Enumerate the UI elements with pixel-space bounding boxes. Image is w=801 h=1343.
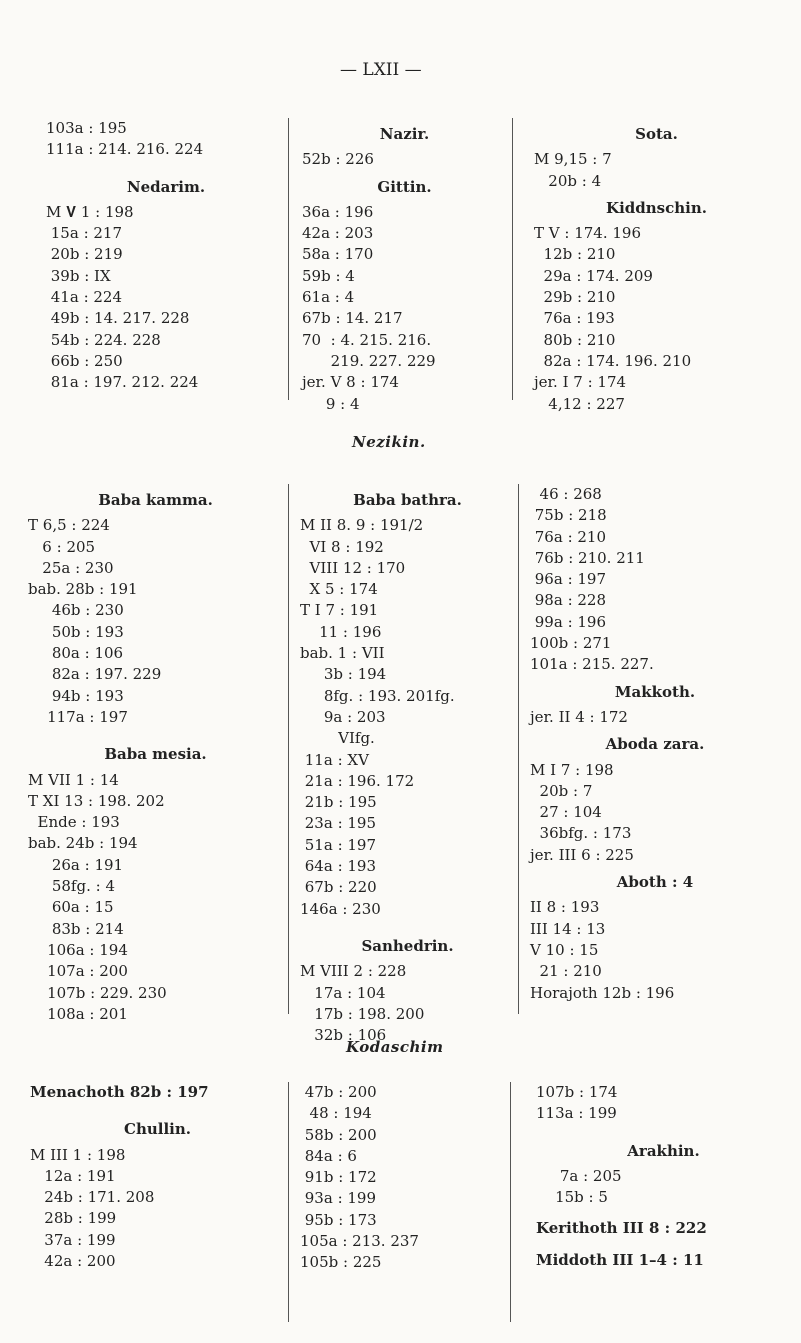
index-entry: 49b : 14. 217. 228 — [46, 309, 190, 328]
index-entry: 42a : 200 — [30, 1252, 116, 1271]
index-entry: 48 : 194 — [300, 1104, 372, 1123]
index-entry: 11 : 196 — [300, 622, 382, 641]
index-entry: 70 : 4. 215. 216. — [302, 330, 432, 349]
index-block — [30, 1082, 285, 1272]
index-entry: jer. II 4 : 172 — [530, 707, 628, 726]
index-entry: 80a : 106 — [28, 644, 124, 663]
index-entry: 108a : 201 — [28, 1004, 128, 1023]
index-entry: X 5 : 174 — [300, 580, 378, 599]
index-block — [302, 118, 507, 415]
page-header: — LXII — — [340, 60, 422, 80]
index-entry: 84a : 6 — [300, 1146, 357, 1165]
index-entry: Horajoth 12b : 196 — [530, 983, 675, 1002]
index-block — [536, 1082, 791, 1271]
index-entry: jer. III 6 : 225 — [530, 845, 634, 864]
index-entry: 15b : 5 — [536, 1188, 608, 1207]
index-entry: 75b : 218 — [530, 506, 607, 525]
index-entry: 36a : 196 — [302, 202, 374, 221]
index-entry: M 𝐕 1 : 198 — [46, 202, 134, 221]
index-entry: 41a : 224 — [46, 288, 123, 307]
index-entry: 36bfg. : 173 — [530, 824, 632, 843]
index-entry: 9a : 203 — [300, 707, 386, 726]
index-entry: 46b : 230 — [28, 601, 124, 620]
column-rule — [512, 118, 513, 400]
index-entry: 9 : 4 — [302, 394, 360, 413]
index-entry: 107b : 229. 230 — [28, 983, 167, 1002]
tractate-entry: Menachoth 82b : 197 — [30, 1083, 209, 1101]
tractate-heading: Baba kamma. — [98, 491, 213, 509]
index-entry: 58fg. : 4 — [28, 877, 115, 896]
index-entry: 47b : 200 — [300, 1083, 377, 1101]
index-entry: T 6,5 : 224 — [28, 516, 110, 535]
spacer — [30, 1103, 285, 1113]
index-entry: 8fg. : 193. 201fg. — [300, 686, 455, 705]
index-entry: T I 7 : 191 — [300, 601, 379, 620]
index-entry: 12b : 210 — [534, 245, 616, 264]
index-entry: 51a : 197 — [300, 835, 377, 854]
index-entry: VI 8 : 192 — [300, 537, 384, 556]
index-entry: 61a : 4 — [302, 288, 355, 307]
index-entry: 66b : 250 — [46, 351, 123, 370]
index-entry: 101a : 215. 227. — [530, 655, 654, 674]
index-entry: 105b : 225 — [300, 1253, 382, 1272]
index-entry: 11a : XV — [300, 750, 369, 769]
index-entry: 76a : 210 — [530, 527, 607, 546]
index-entry: 15a : 217 — [46, 224, 123, 243]
index-entry: 23a : 195 — [300, 814, 377, 833]
index-entry: M III 1 : 198 — [30, 1145, 126, 1164]
section-title-nezikin: Nezikin. — [352, 433, 426, 451]
index-entry: 113a : 199 — [536, 1104, 617, 1123]
index-entry: 81a : 197. 212. 224 — [46, 373, 199, 392]
index-entry: 52b : 226 — [302, 150, 374, 169]
index-entry: 24b : 171. 208 — [30, 1188, 155, 1207]
index-entry: 3b : 194 — [300, 665, 387, 684]
index-entry: VIfg. — [300, 729, 375, 748]
index-entry: 21b : 195 — [300, 793, 377, 812]
index-entry: 105a : 213. 237 — [300, 1232, 419, 1251]
index-entry: 58a : 170 — [302, 245, 374, 264]
index-entry: 26a : 191 — [28, 855, 124, 874]
index-entry: 146a : 230 — [300, 899, 381, 918]
index-entry: 58b : 200 — [300, 1125, 377, 1144]
index-entry: bab. 24b : 194 — [28, 834, 138, 853]
index-entry: M VII 1 : 14 — [28, 770, 119, 789]
spacer — [46, 161, 286, 171]
index-entry: 64a : 193 — [300, 857, 377, 876]
column-rule — [510, 1082, 511, 1322]
index-entry: 37a : 199 — [30, 1230, 116, 1249]
index-entry: 107b : 174 — [536, 1083, 618, 1101]
column-rule — [518, 484, 519, 1014]
index-entry: 111a : 214. 216. 224 — [46, 140, 204, 159]
index-entry: 4,12 : 227 — [534, 394, 625, 413]
index-entry: 80b : 210 — [534, 330, 616, 349]
index-entry: II 8 : 193 — [530, 898, 600, 917]
tractate-heading: Baba bathra. — [353, 491, 462, 509]
index-entry: bab. 28b : 191 — [28, 580, 138, 599]
tractate-heading: Aboda zara. — [605, 735, 705, 754]
index-block — [534, 118, 779, 415]
index-entry: 20b : 4 — [534, 171, 602, 190]
index-entry: T V : 174. 196 — [534, 224, 641, 243]
index-entry: 17b : 198. 200 — [300, 1004, 425, 1023]
index-entry: 29b : 210 — [534, 288, 616, 307]
tractate-heading: Baba mesia. — [104, 745, 207, 764]
index-entry: 21a : 196. 172 — [300, 771, 415, 790]
column-rule — [288, 118, 289, 400]
index-entry: 76a : 193 — [534, 309, 615, 328]
section-title-kodaschim: Kodaschim — [346, 1038, 444, 1056]
index-entry: 103a : 195 — [46, 119, 127, 137]
index-entry: jer. I 7 : 174 — [534, 373, 627, 392]
tractate-heading: Arakhin. — [627, 1141, 700, 1160]
index-entry: 25a : 230 — [28, 558, 114, 577]
index-entry: 12a : 191 — [30, 1166, 116, 1185]
column-rule — [288, 1082, 289, 1322]
index-entry: 50b : 193 — [28, 622, 124, 641]
index-entry: 39b : IX — [46, 266, 111, 285]
index-entry: 100b : 271 — [530, 634, 612, 653]
index-entry: 117a : 197 — [28, 707, 128, 726]
index-entry: 59b : 4 — [302, 266, 355, 285]
index-block — [530, 484, 780, 1004]
tractate-heading: Sanhedrin. — [361, 936, 454, 955]
spacer — [28, 728, 283, 738]
tractate-heading: Kiddnschin. — [606, 198, 707, 217]
index-entry: T XI 13 : 198. 202 — [28, 791, 165, 810]
index-entry: Ende : 193 — [28, 813, 120, 832]
index-entry: 99a : 196 — [530, 612, 607, 631]
index-entry: 60a : 15 — [28, 898, 114, 917]
index-entry: 21 : 210 — [530, 962, 602, 981]
tractate-heading: Gittin. — [377, 177, 432, 196]
tractate-entry: Kerithoth III 8 : 222 — [536, 1219, 707, 1238]
index-entry: 82a : 197. 229 — [28, 665, 162, 684]
index-entry: 91b : 172 — [300, 1168, 377, 1187]
index-entry: M I 7 : 198 — [530, 760, 614, 779]
column-rule — [288, 484, 289, 1014]
index-entry: 95b : 173 — [300, 1210, 377, 1229]
index-entry: 76b : 210. 211 — [530, 548, 645, 567]
index-entry: 6 : 205 — [28, 537, 96, 556]
index-entry: M 9,15 : 7 — [534, 150, 612, 169]
index-entry: 29a : 174. 209 — [534, 266, 653, 285]
tractate-heading: Chullin. — [124, 1120, 191, 1139]
spacer — [536, 1125, 791, 1135]
index-entry: 20b : 7 — [530, 781, 593, 800]
index-entry: III 14 : 13 — [530, 919, 606, 938]
index-block — [300, 1082, 505, 1274]
index-entry: 27 : 104 — [530, 803, 602, 822]
index-entry: 7a : 205 — [536, 1166, 622, 1185]
index-entry: 54b : 224. 228 — [46, 330, 161, 349]
index-entry: 83b : 214 — [28, 919, 124, 938]
index-entry: 98a : 228 — [530, 591, 607, 610]
index-entry: bab. 1 : VII — [300, 644, 385, 663]
tractate-heading: Nedarim. — [126, 177, 206, 196]
spacer — [300, 920, 515, 930]
tractate-heading: Aboth : 4 — [616, 873, 694, 892]
tractate-entry: Middoth III 1–4 : 11 — [536, 1250, 704, 1269]
index-entry: 28b : 199 — [30, 1209, 117, 1228]
spacer — [536, 1208, 791, 1218]
index-entry: 106a : 194 — [28, 940, 128, 959]
index-block — [46, 118, 286, 394]
tractate-heading: Makkoth. — [614, 682, 696, 701]
index-entry: 42a : 203 — [302, 224, 374, 243]
index-block — [28, 484, 283, 1025]
index-entry: VIII 12 : 170 — [300, 558, 406, 577]
index-entry: 82a : 174. 196. 210 — [534, 351, 692, 370]
index-entry: 107a : 200 — [28, 962, 128, 981]
index-entry: 67b : 220 — [300, 878, 377, 897]
index-entry: 93a : 199 — [300, 1189, 377, 1208]
index-entry: 67b : 14. 217 — [302, 309, 403, 328]
index-entry: M II 8. 9 : 191/2 — [300, 516, 424, 535]
index-entry: jer. V 8 : 174 — [302, 373, 399, 392]
index-entry: 20b : 219 — [46, 245, 123, 264]
tractate-heading: Sota. — [635, 125, 678, 143]
index-entry: 219. 227. 229 — [302, 351, 436, 370]
index-entry: 46 : 268 — [530, 485, 602, 503]
index-entry: 17a : 104 — [300, 983, 386, 1002]
index-entry: V 10 : 15 — [530, 940, 599, 959]
index-entry: 32b : 106 — [300, 1026, 387, 1045]
spacer — [536, 1240, 791, 1250]
tractate-heading: Nazir. — [379, 125, 430, 143]
index-block — [300, 484, 515, 1046]
index-entry: 96a : 197 — [530, 570, 607, 589]
index-entry: 94b : 193 — [28, 686, 124, 705]
index-entry: M VIII 2 : 228 — [300, 962, 407, 981]
